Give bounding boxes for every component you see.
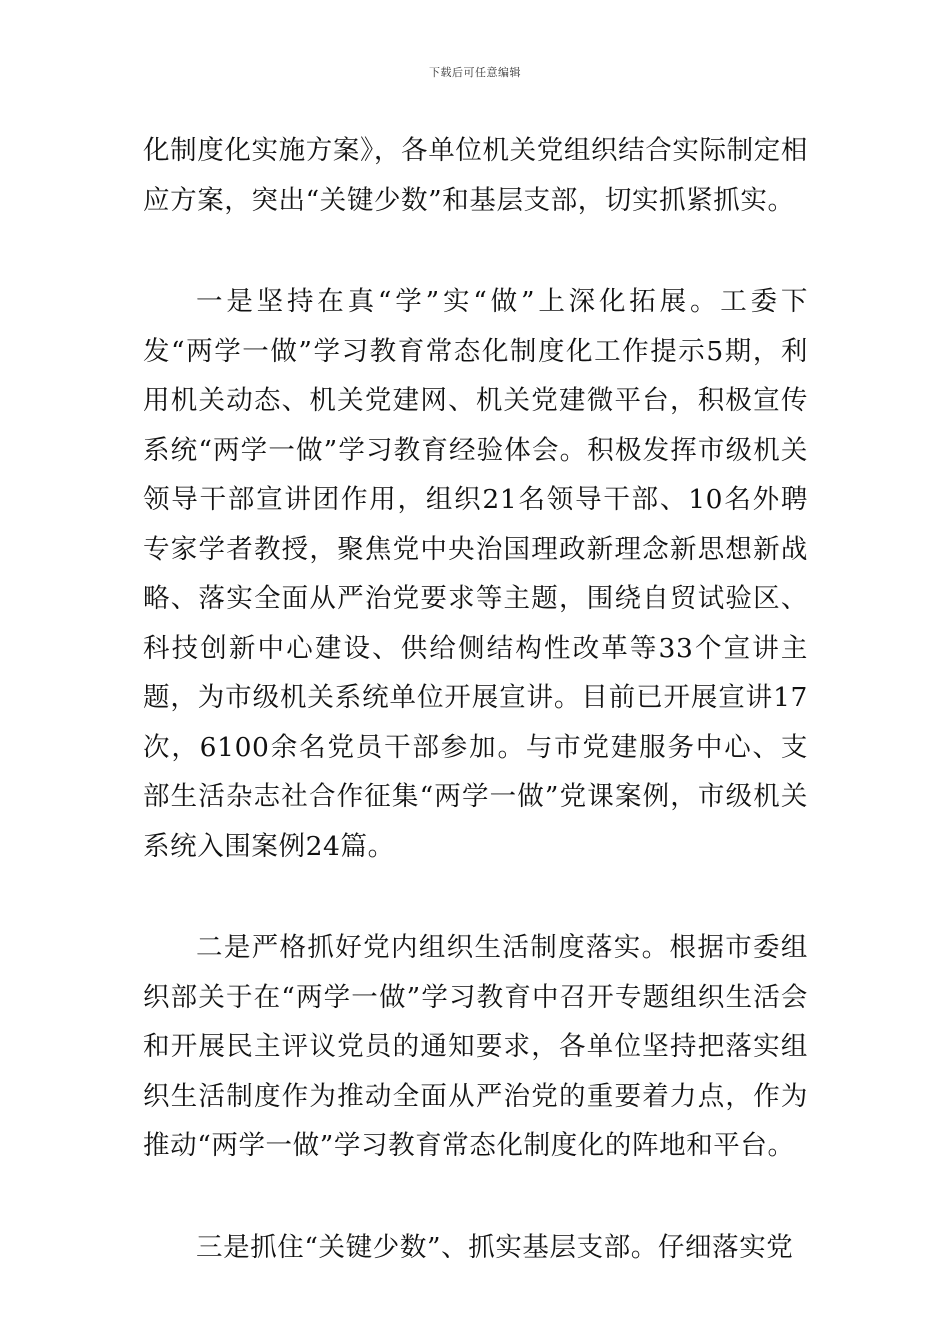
document-body <box>143 126 808 1272</box>
paragraph-point-one: 一是坚持在真“学”实“做”上深化拓展。工委下发“两学一做”学习教育常态化制度化工作提示5期，利用机关动态、机关党建网、机关党建微平台，积极宣传系统“两学一做”学习教育经验体会。积极发挥市级机关领导干部宣讲团作用，组织21名领导干部、10名外聘专家学者教授，聚焦党中央治国理政新理念新思想新战略、落实全面从严治党要求等主题，围绕自贸试验区、科技创新中心建设、供给侧结构性改革等33个宣讲主题，为市级机关系统单位开展宣讲。目前已开展宣讲17次，6100余名党员干部参加。与市党建服务中心、支部生活杂志社合作征集“两学一做”党课案例，市级机关系统入围案例24篇。 <box>143 286 808 862</box>
paragraph-continuation: 化制度化实施方案》，各单位机关党组织结合实际制定相应方案，突出“关键少数”和基层支部，切实抓紧抓实。 <box>143 135 808 216</box>
paragraph-point-three: 三是抓住“关键少数”、抓实基层支部。仔细落实党 <box>196 1231 794 1263</box>
paragraph-point-two: 二是严格抓好党内组织生活制度落实。根据市委组织部关于在“两学一做”学习教育中召开专题组织生活会和开展民主评议党员的通知要求，各单位坚持把落实组织生活制度作为推动全面从严治党的重要着力点，作为推动“两学一做”学习教育常态化制度化的阵地和平台。 <box>143 932 808 1161</box>
paragraph-gap <box>143 225 808 277</box>
paragraph-gap <box>143 1171 808 1223</box>
paragraph-gap <box>143 871 808 923</box>
page-header: 下载后可任意编辑 <box>429 66 521 79</box>
